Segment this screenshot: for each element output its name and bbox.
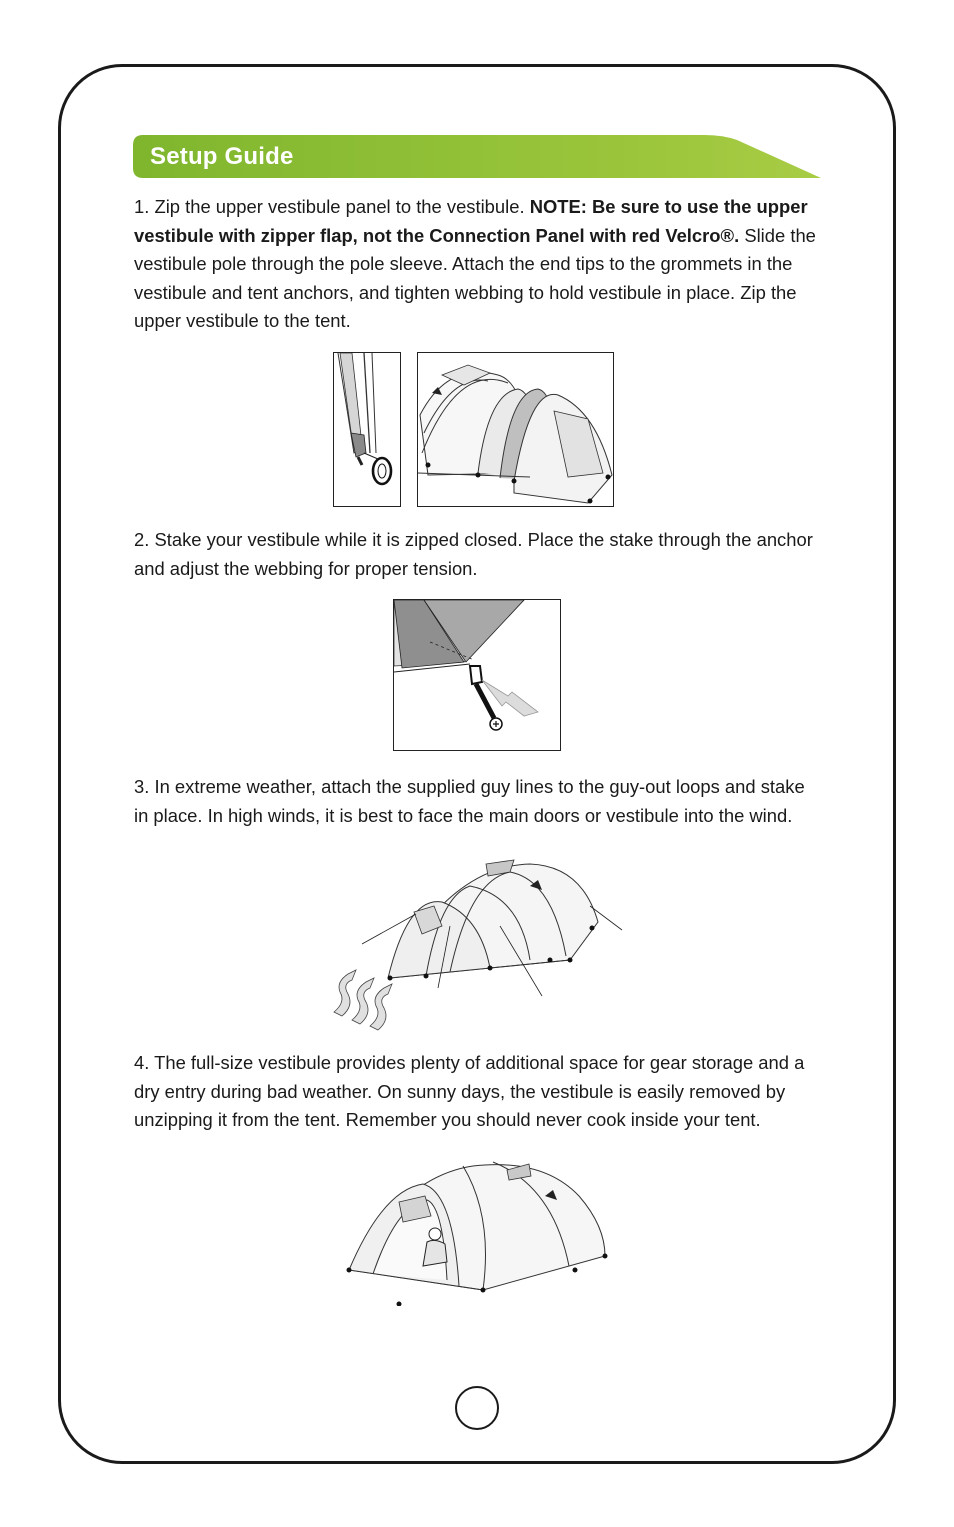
step-1-note: NOTE: Be sure to use the upper vestibule with zipper flap, not the Connection Panel with red Velcro®.	[134, 196, 808, 246]
step-3-text	[134, 773, 824, 830]
step-1-intro: Zip the upper vestibule panel to the vestibule.	[154, 196, 525, 217]
step-2-text	[134, 526, 824, 583]
tent-with-vestibule-icon	[417, 352, 614, 507]
step-1-detail: Slide the vestibule pole through the pole sleeve. Attach the end tips to the grommets in the vestibule and tent anchors, and tighten webbing to hold vestibule in place. Zip the upper vestibule to the tent.	[134, 224, 816, 331]
step-4-number: 4.	[134, 1052, 150, 1073]
page-title: Setup Guide	[150, 143, 294, 170]
step-4-body: The full-size vestibule provides plenty of additional space for gear storage and a dry entry during bad weather. On sunny days, the vestibule is easily removed by unzipping it from the tent. Remember you should never cook inside your tent.	[134, 1052, 805, 1130]
tent-person-vestibule-icon	[343, 1156, 611, 1306]
stake-anchor-icon	[393, 599, 561, 751]
step-2-number: 2.	[134, 529, 150, 550]
step-4-text	[134, 1049, 824, 1135]
guyed-tent-wind-icon	[330, 856, 626, 1036]
step-3-number: 3.	[134, 776, 150, 797]
step-1-text	[134, 193, 824, 336]
section-banner	[133, 134, 821, 180]
step-1-number: 1.	[134, 196, 150, 217]
step-3-body: In extreme weather, attach the supplied guy lines to the guy-out loops and stake in place. In high winds, it is best to face the main doors or vestibule into the wind.	[134, 776, 805, 826]
page-number-circle	[455, 1386, 499, 1430]
pole-tip-grommet-icon	[333, 352, 401, 507]
step-2-body: Stake your vestibule while it is zipped closed. Place the stake through the anchor and adjust the webbing for proper tension.	[134, 529, 813, 579]
